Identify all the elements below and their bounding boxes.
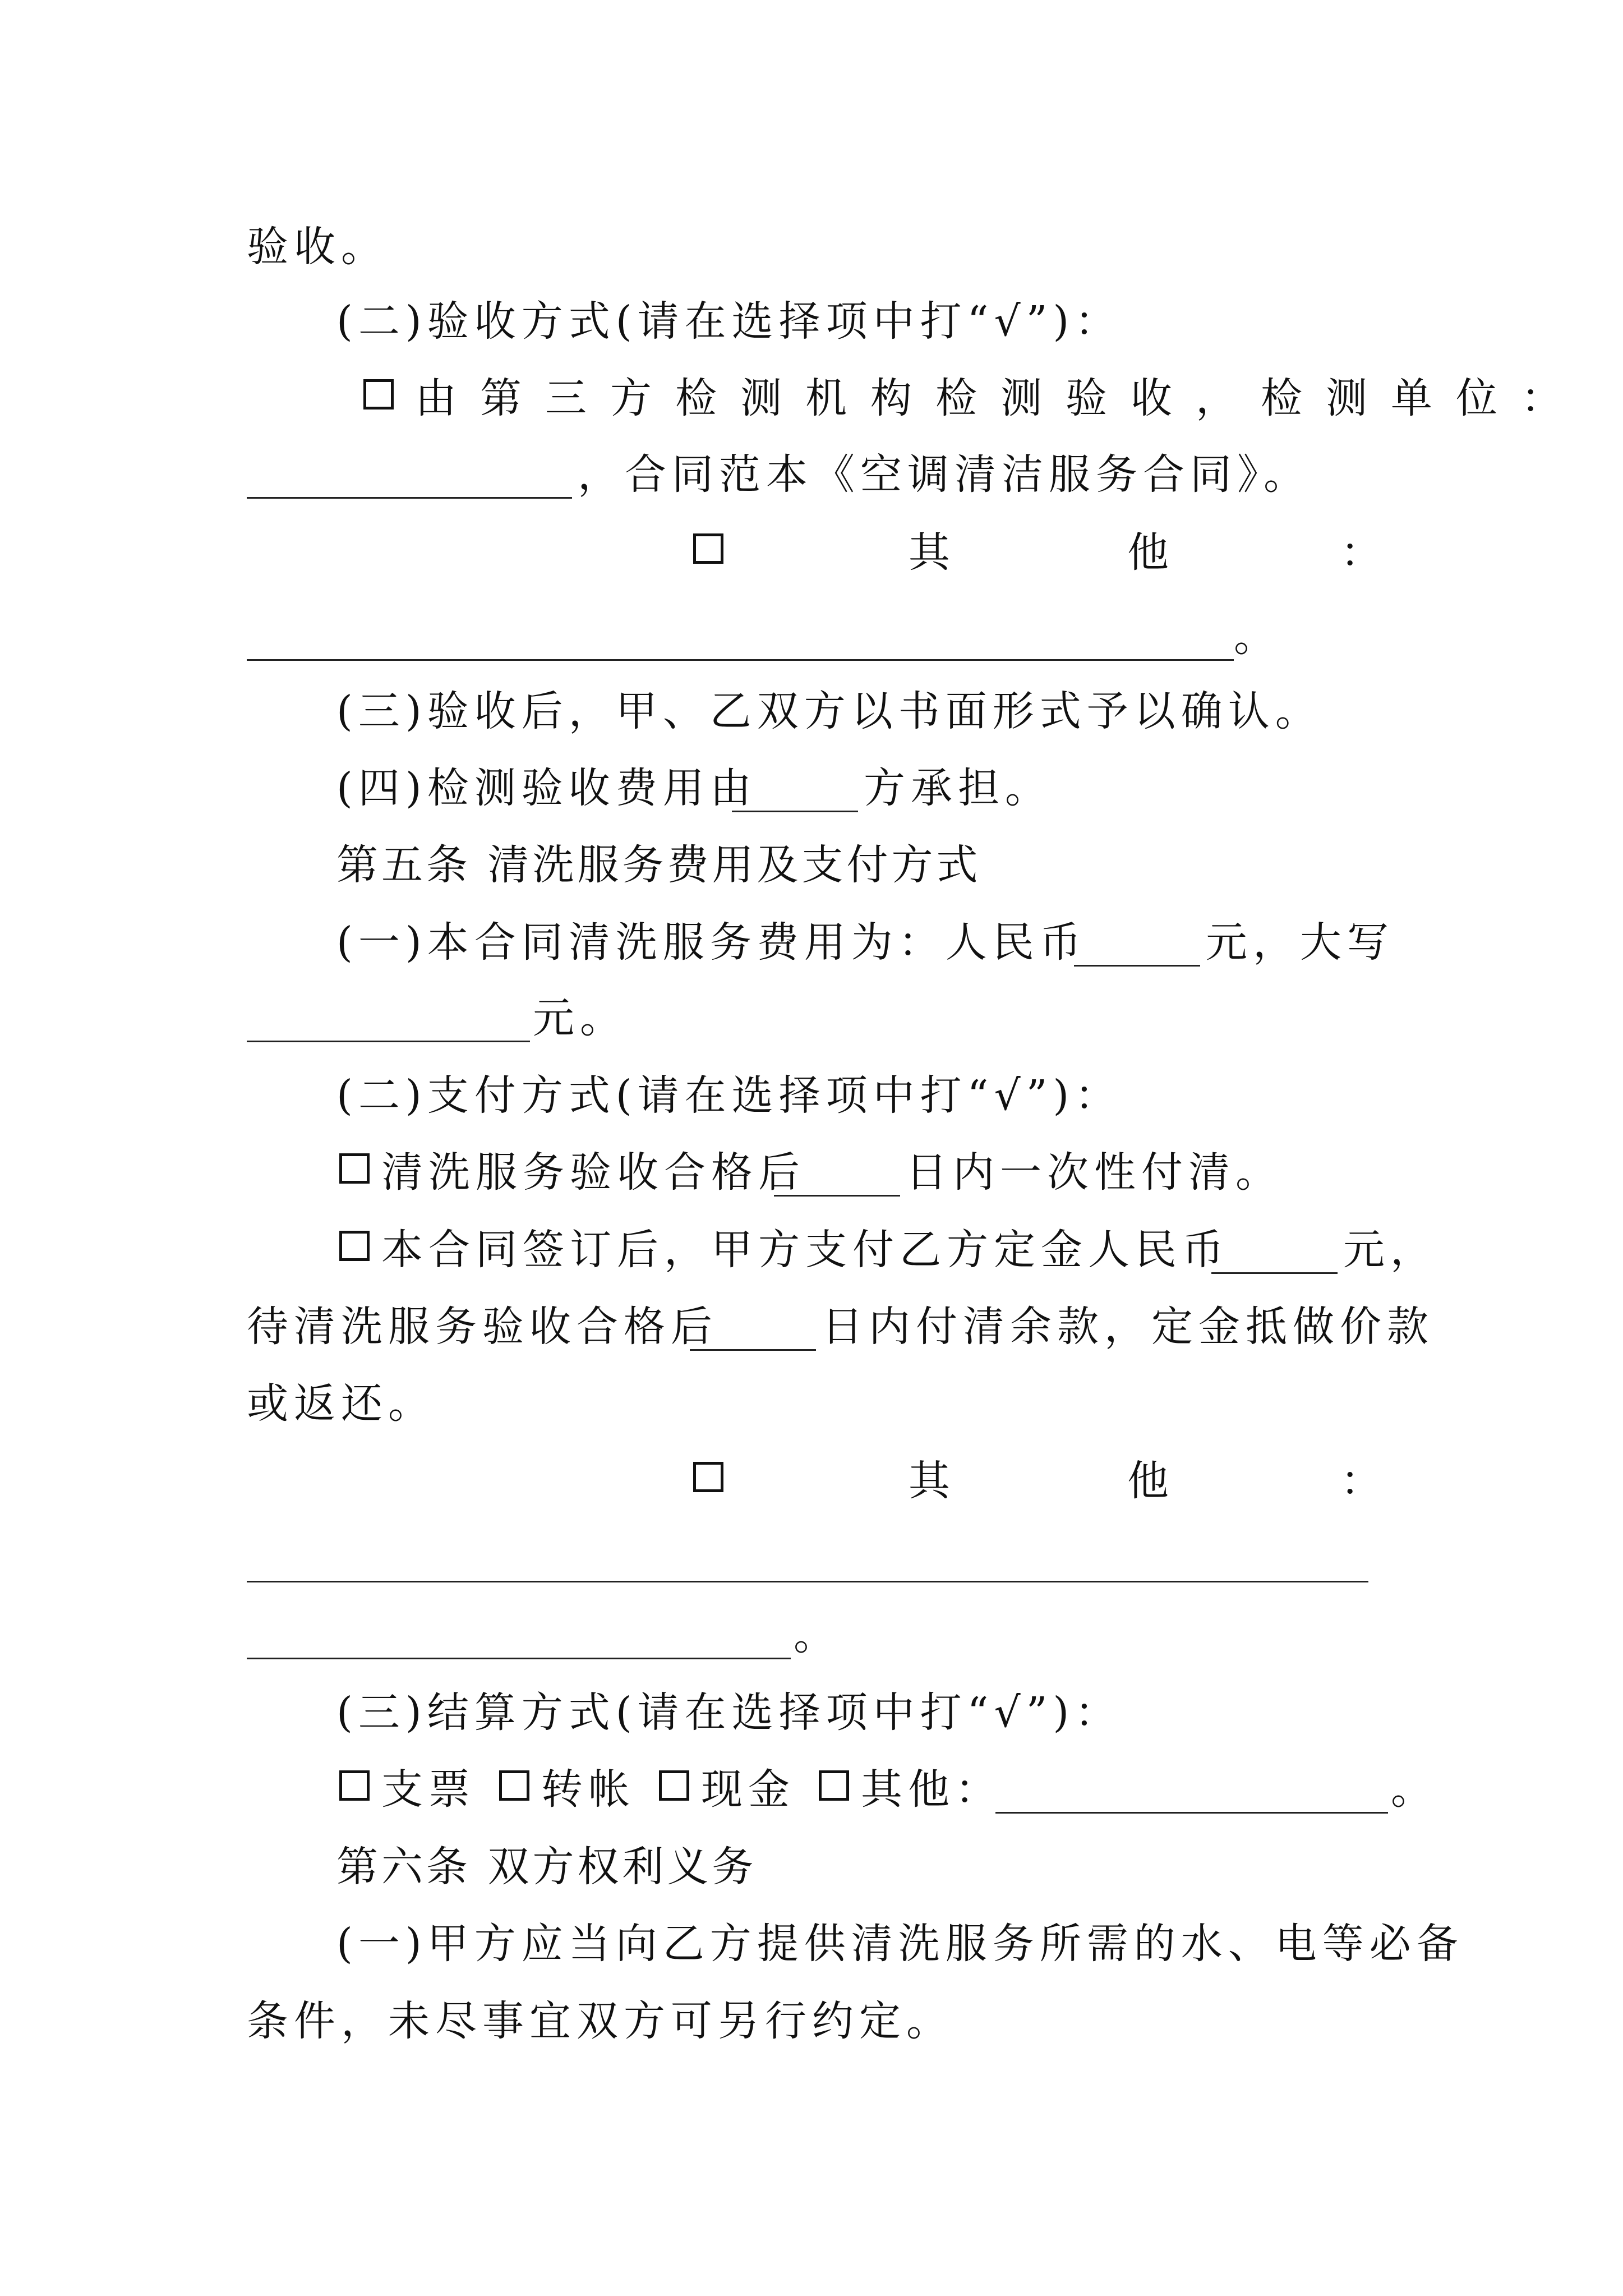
paragraph-text: 或返还。 xyxy=(247,1379,435,1428)
checkbox[interactable] xyxy=(339,1231,370,1261)
paragraph-text: 。 xyxy=(1391,1765,1432,1814)
paragraph-text: 元，大写 xyxy=(1206,918,1394,967)
text-line xyxy=(0,1293,1623,1360)
text-line xyxy=(0,1447,1623,1515)
fill-in-blank[interactable] xyxy=(1074,909,1200,967)
paragraph-text: (三)验收后，甲、乙双方以书面形式予以确认。 xyxy=(336,687,1322,735)
paragraph-text: 日内付清余款，定金抵做价款 xyxy=(822,1303,1434,1351)
text-line xyxy=(0,984,1623,1052)
text-line xyxy=(0,519,1623,586)
paragraph-text: 待清洗服务验收合格后 xyxy=(247,1303,718,1351)
fill-in-blank[interactable] xyxy=(1211,1216,1338,1274)
paragraph-text: 。 xyxy=(794,1611,835,1659)
text-line xyxy=(0,1987,1623,2055)
checkbox-cheque[interactable] xyxy=(339,1770,370,1801)
checkbox[interactable] xyxy=(693,1462,723,1492)
text-line xyxy=(0,441,1623,508)
justified-word: 他 xyxy=(1127,1457,1169,1505)
justified-word: 其 xyxy=(909,1457,950,1505)
checkbox[interactable] xyxy=(339,1153,370,1184)
paragraph-text: (三)结算方式(请在选择项中打“√”)： xyxy=(336,1688,1122,1737)
fill-in-blank[interactable] xyxy=(774,1139,900,1197)
paragraph-text: (二)验收方式(请在选择项中打“√”)： xyxy=(336,297,1122,346)
checkbox-transfer[interactable] xyxy=(499,1770,529,1801)
paragraph-text: (四)检测验收费用由 xyxy=(336,764,757,812)
fill-in-blank[interactable] xyxy=(732,754,858,812)
fill-in-blank[interactable] xyxy=(995,1756,1388,1814)
text-line xyxy=(0,678,1623,745)
justified-word: 他 xyxy=(1127,528,1169,577)
fill-in-blank[interactable] xyxy=(247,1525,1368,1582)
paragraph-text: 验收。 xyxy=(247,223,388,271)
checkbox[interactable] xyxy=(363,379,394,409)
article-title: 第六条 双方权利义务 xyxy=(336,1843,757,1891)
fill-in-blank[interactable] xyxy=(247,441,572,499)
option-label: 转帐 xyxy=(541,1765,635,1814)
paragraph-text: 日内一次性付清。 xyxy=(906,1148,1283,1197)
fill-in-blank[interactable] xyxy=(247,984,530,1042)
paragraph-text: ，合同范本《空调清洁服务合同》。 xyxy=(578,450,1311,499)
checkbox-cash[interactable] xyxy=(659,1770,689,1801)
text-line xyxy=(0,1370,1623,1437)
text-line xyxy=(0,1525,1623,1592)
text-line xyxy=(0,754,1623,822)
article-title: 第五条 清洗服务费用及支付方式 xyxy=(336,841,981,889)
checkbox-other[interactable] xyxy=(819,1770,849,1801)
section-heading xyxy=(0,831,1623,899)
option-label: 支票 xyxy=(381,1765,476,1814)
justified-word: ： xyxy=(1340,528,1382,577)
paragraph-text: 清洗服务验收合格后 xyxy=(381,1148,805,1197)
text-line xyxy=(0,1216,1623,1283)
text-line xyxy=(0,1756,1623,1823)
paragraph-text: 方承担。 xyxy=(864,764,1052,812)
paragraph-text: (一)甲方应当向乙方提供清洗服务所需的水、电等必备 xyxy=(336,1920,1464,1968)
paragraph-text: (一)本合同清洗服务费用为：人民币 xyxy=(336,918,1087,967)
text-line xyxy=(0,1062,1623,1129)
section-heading xyxy=(0,1833,1623,1901)
fill-in-blank[interactable] xyxy=(247,1602,791,1659)
text-line xyxy=(0,1910,1623,1977)
text-line xyxy=(0,603,1623,670)
text-line xyxy=(0,365,1623,432)
paragraph-text: 由第三方检测机构检测验收，检测单位： xyxy=(415,374,1586,422)
option-label: 其他： xyxy=(861,1765,1002,1814)
paragraph-text: 本合同签订后，甲方支付乙方定金人民币 xyxy=(381,1226,1229,1274)
text-line xyxy=(0,1602,1623,1669)
paragraph-text: 。 xyxy=(1234,613,1275,661)
paragraph-text: 元。 xyxy=(533,994,627,1042)
text-line xyxy=(0,1139,1623,1206)
paragraph-text: 元， xyxy=(1343,1226,1437,1274)
option-label: 现金 xyxy=(701,1765,795,1814)
text-line xyxy=(0,213,1623,280)
paragraph-text: (二)支付方式(请在选择项中打“√”)： xyxy=(336,1071,1122,1120)
justified-word: ： xyxy=(1340,1457,1382,1505)
text-line xyxy=(0,909,1623,976)
text-line xyxy=(0,288,1623,355)
justified-word: 其 xyxy=(909,528,950,577)
paragraph-text: 条件，未尽事宜双方可另行约定。 xyxy=(247,1997,953,2045)
fill-in-blank[interactable] xyxy=(247,603,1234,661)
fill-in-blank[interactable] xyxy=(690,1293,816,1351)
checkbox[interactable] xyxy=(693,533,723,564)
text-line xyxy=(0,1679,1623,1746)
